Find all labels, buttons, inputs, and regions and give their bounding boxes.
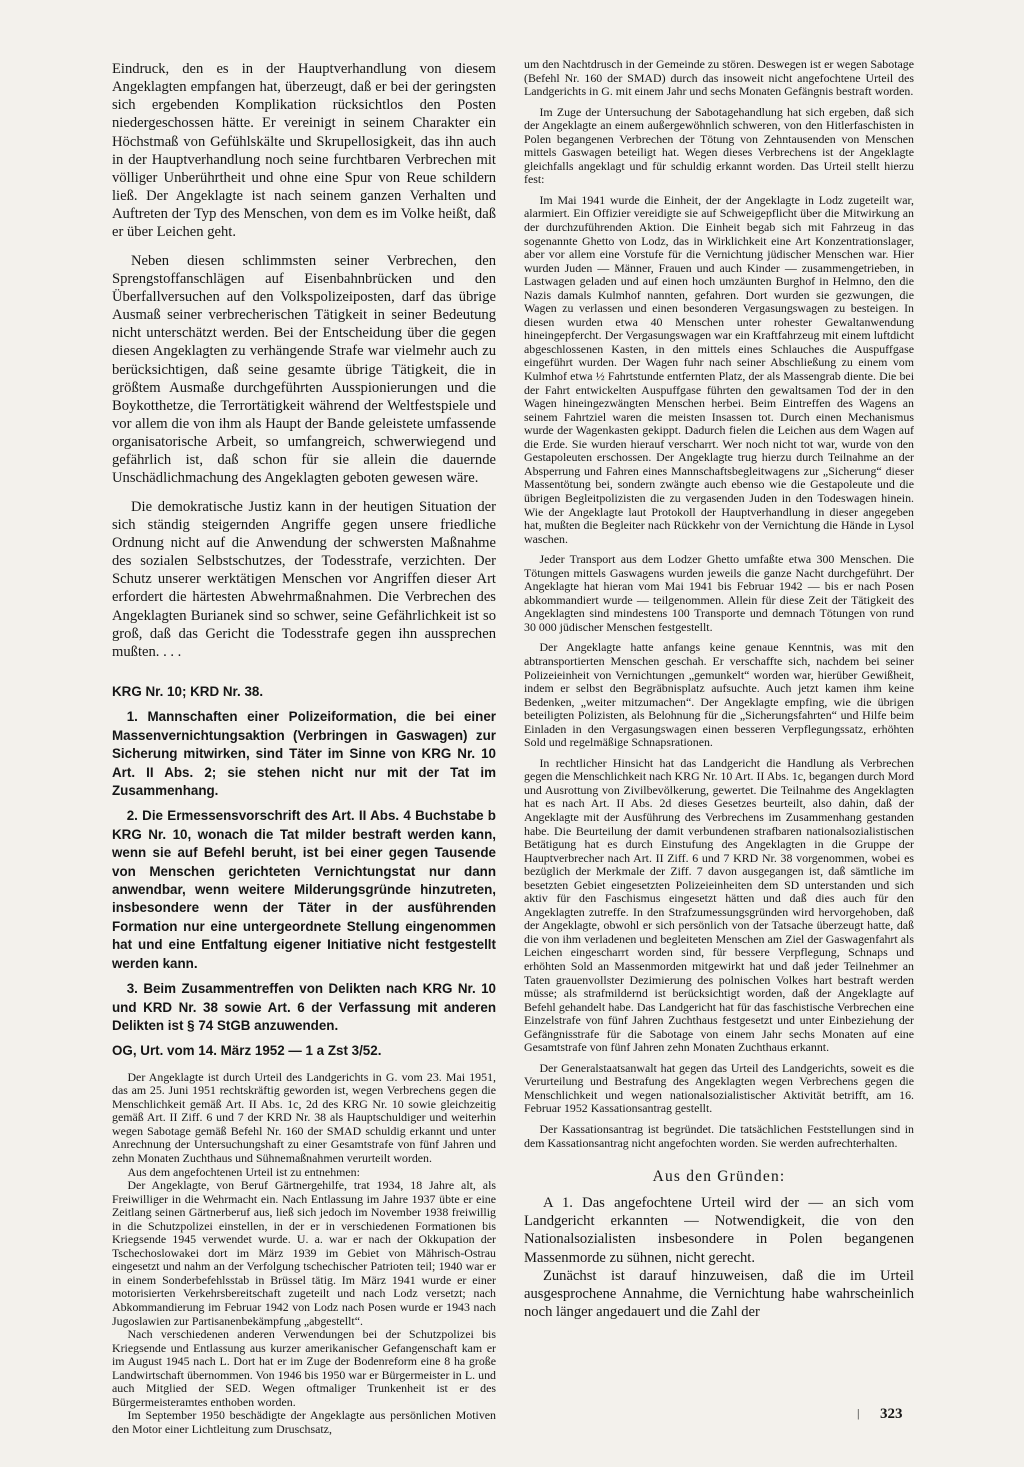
right-column xyxy=(524,58,914,1321)
paragraph: Der Kassationsantrag ist begründet. Die tatsächlichen Feststellungen sind in dem Kassationsantrag nicht angefochten worden. Sie werden aufrechterhalten. xyxy=(524,1122,914,1150)
headnote-2: 2. Die Ermessensvorschrift des Art. II Abs. 4 Buchstabe b KRG Nr. 10, wonach die Tat milder bestraft werden kann, wenn sie auf Befehl beruht, ist bei einer gegen Tausende von Menschen gerichteten Vernichtungstat nur dann anwendbar, wenn weitere Milderungsgründe hinzutreten, insbesondere wenn der Täter in der ausführenden Formation nur eine untergeordnete Stellung eingenommen hat und eine Entfaltung eigener Initiative nicht festgestellt werden kann. xyxy=(112,808,496,971)
paragraph: um den Nachtdrusch in der Gemeinde zu stören. Deswegen ist er wegen Sabotage (Befehl Nr. 160 der SMAD) durch das insoweit nicht angefochtene Urteil des Landgerichts in G. mit einem Jahr und sechs Monaten Gefängnis bestraft worden. xyxy=(524,57,914,99)
paragraph: A 1. Das angefochtene Urteil wird der — an sich vom Landgericht erkannten — Notwendigkeit, die von den Nationalsozialisten insbesondere in Polen begangenen Massenmorde zu sühnen, nicht gerecht. xyxy=(524,1195,914,1266)
section-title: Aus den Gründen: xyxy=(652,1168,786,1186)
paragraph: Zunächst ist darauf hinzuweisen, daß die im Urteil ausgesprochene Annahme, die Vernichtung habe wahrscheinlich noch länger angedauert und die Zahl der xyxy=(524,1267,914,1321)
paragraph: Im September 1950 beschädigte der Angeklagte aus persönlichen Motiven den Motor einer Lichtleitung zum Druschsatz, xyxy=(112,1408,496,1436)
paragraph: Der Generalstaatsanwalt hat gegen das Urteil des Landgerichts, soweit es die Verurteilung und Bestrafung des Angeklagten wegen Verbrechens gegen die Menschlichkeit und wegen nationalsozialistischer Aktivität betrifft, am 16. Februar 1952 Kassationsantrag gestellt. xyxy=(524,1060,914,1116)
paragraph: Nach verschiedenen anderen Verwendungen bei der Schutzpolizei bis Kriegsende und Entlassung aus kurzer amerikanischer Gefangenschaft kam er im August 1945 nach L. Dort hat er im Zuge der Bodenreform eine 8 ha große Landwirtschaft übernommen. Von 1946 bis 1950 war er Bürgermeister in L. und auch Mitglied der SED. Wegen oftmaliger Trunkenheit ist er des Bürgermeisteramtes enthoben worden. xyxy=(112,1327,496,1409)
page-number: 323 xyxy=(880,1406,903,1422)
paragraph: Der Angeklagte, von Beruf Gärtnergehilfe, trat 1934, 18 Jahre alt, als Freiwilliger in die Wehrmacht ein. Nach Entlassung im Jahre 1937 übte er eine Zeitlang seinen Gärtnerberuf aus, ließ sich jedoch im November 1938 freiwillig in die Schutzpolizei einstellen, in der er in verschiedenen Formationen bis Kriegsende 1945 verwendet wurde. U. a. war er nach der Okkupation der Tschechoslowakei dort im März 1939 im Gebiet von Mährisch-Ostrau eingesetzt und nahm an der Verfolgung tschechischer Patrioten teil; 1940 war er in einem Sonderbefehlsstab in Brüssel tätig. Im März 1941 wurde er einer motorisierten Verkehrsbereitschaft zugeteilt und nach Lodz versetzt; nach Abkommandierung im Februar 1942 von Lodz nach Posen wurde er 1943 nach Jugoslawien zur Partisanenbekämpfung „abgestellt“. xyxy=(112,1178,496,1328)
paragraph: Die demokratische Justiz kann in der heutigen Situation der sich ständig steigernden Angriffe gegen unsere friedliche Ordnung nicht auf die Anwendung der schwersten Maßnahme des sozialen Selbstschutzes, der Todesstrafe, verzichten. Der Schutz unserer werktätigen Menschen vor Angriffen dieser Art erfordert die härtesten Abwehrmaßnahmen. Die Verbrechen des Angeklagten Burianek sind so schwer, seine Gefährlichkeit ist so groß, daß das Gericht die Todesstrafe gegen ihn aussprechen mußten. . . . xyxy=(112,498,496,660)
headnote-3: 3. Beim Zusammentreffen von Delikten nach KRG Nr. 10 und KRD Nr. 38 sowie Art. 6 der Verfassung mit anderen Delikten ist § 74 StGB anzuwenden. xyxy=(112,981,496,1033)
paragraph: Aus dem angefochtenen Urteil ist zu entnehmen: xyxy=(127,1164,360,1179)
quoted-finding: Im Mai 1941 wurde die Einheit, der der Angeklagte in Lodz zugeteilt war, alarmiert. Ein Offizier vereidigte sie auf Schweigepflicht über die Mitwirkung an der durchzuführenden Aktion. Die Einheit begab sich mit Fahrzeug in das sogenannte Ghetto von Lodz, das in Wirklichkeit eine Art Konzentrationslager, aber vor allem eine Vorstufe für die Vernichtung jüdischer Menschen war. Hier wurden Juden — Männer, Frauen und auch Kinder — zusammengetrieben, in Lastwagen geladen und auf einen hoch umzäunten Burghof in Helmno, den die Nazis damals Kulmhof nannten, gefahren. Dort wurden sie gezwungen, die Wagen zu verlassen und einen besonderen Vergasungswagen zu besteigen. In diesen wurden etwa 40 Menschen unter rohester Gewaltanwendung hineingepfercht. Der Vergasungswagen war ein Kraftfahrzeug mit einem luftdicht abgeschlossenen Kasten, in den mittels eines Schlauches die Auspuffgase eingeführt wurden. Der Wagen fuhr nach seiner Abschließung zu einem vom Kulmhof etwa ½ Fahrtstunde entfernten Platz, der als Massengrab diente. Die bei der Fahrt entwickelten Auspuffgase führten den gewaltsamen Tod der in den Wagen hineingezwängten Menschen herbei. Beim Eintreffen des Wagens an seinem Fahrtziel waren die meisten Insassen tot. Durch einen Mechanismus wurde der Wagenkasten gekippt. Dadurch fielen die Leichen aus dem Wagen auf die Erde. Sie wurden hierauf verscharrt. Wer noch nicht tot war, wurde von den Gestapoleuten erschossen. Der Angeklagte trug hierzu durch Teilnahme an der Absperrung und Fahren eines Mannschaftsbegleitwagens zur „Sicherung“ dieser Massentötung bei, sondern zwängte auch ebenso wie die Gestapoleute und die übrigen Begleitpolizisten die zu vergasenden Juden in den Todeswagen hinein. Wie der Angeklagte laut Protokoll der Hauptverhandlung in dieser angegeben hat, mußten die Begleiter nach Rückkehr von der Vernichtung die Hände in Lysol waschen. xyxy=(524,192,914,546)
paragraph: Eindruck, den es in der Hauptverhandlung von diesem Angeklagten empfangen hat, überzeugt, daß er bei der geringsten sich ergebenden Komplikation rücksichtlos den Posten niedergeschossen hätte. Er vereinigt in seinem Charakter ein Höchstmaß von Gefühlskälte und Skrupellosigkeit, das ihn auch in der Hauptverhandlung noch seine furchtbaren Verbrechen mit völliger Unberührtheit und ohne eine Spur von Reue schildern ließ. Der Angeklagte ist nach seinem ganzen Verhalten und Auftreten der Typ des Menschen, von dem es im Volke heißt, daß er über Leichen geht. xyxy=(112,61,496,241)
quoted-finding: Der Angeklagte hatte anfangs keine genaue Kenntnis, was mit den abtransportierten Menschen geschah. Er verschaffte sich, nachdem bei seiner Polizeieinheit von Vernichtungen „gemunkelt“ worden war, hierüber Gewißheit, indem er selbst den Begräbnisplatz aufsuchte. Auch jetzt kamen ihm keine Bedenken, „weiter mitzumachen“. Der Angeklagte empfing, wie die übrigen beteiligten Polizisten, als Belohnung für die „Sicherungsfahrten“ und Hilfe beim Einladen in den Vergasungswagen einen besseren Verpflegungssatz, erhöhten Sold und regelmäßige Schnapsrationen. xyxy=(524,640,914,750)
margin-mark: | xyxy=(857,1406,860,1420)
headnote-1: 1. Mannschaften einer Polizeiformation, die bei einer Massenvernichtungsaktion (Verbringen in Gaswagen) zur Sicherung mitwirken, sind Täter im Sinne von KRG Nr. 10 Art. II Abs. 2; sie stehen nicht nur mit der Tat im Zusammenhang. xyxy=(112,709,496,799)
paragraph: Im Zuge der Untersuchung der Sabotagehandlung hat sich ergeben, daß sich der Angeklagte an einem außergewöhnlich schweren, von den Hitlerfaschisten in Polen begangenen Verbrechen der Tötung von Zehntausenden von Menschen mittels Gaswagen beteiligt hat. Wegen dieses Verbrechens ist der Angeklagte gleichfalls angeklagt und für schuldig erkannt worden. Das Urteil stellt hierzu fest: xyxy=(524,104,914,187)
citation: OG, Urt. vom 14. März 1952 — 1 a Zst 3/52. xyxy=(112,1043,382,1059)
paragraph: Neben diesen schlimmsten seiner Verbrechen, den Sprengstoffanschlägen auf Eisenbahnbrücken und den Überfallversuchen auf den Volkspolizeiposten, darf das übrige Ausmaß seiner verbrecherischen Tätigkeit in seiner Bedeutung nicht unterschätzt werden. Bei der Entscheidung über die gegen diesen Angeklagten zu verhängende Strafe war vielmehr auch zu berücksichtigen, daß seine gesamte übrige Tätigkeit, die in größtem Ausmaße durchgeführten Ausspionierungen und die Boykotthetze, die Terrortätigkeit während der Weltfestspiele und vor allem die von ihm als Haupt der Bande geleistete umfassende organisatorische Arbeit, so umfangreich, schwerwiegend und gefährlich ist, daß schon für sie allein die dauernde Unschädlichmachung des Angeklagten geboten gewesen wäre. xyxy=(112,252,496,487)
left-column xyxy=(112,60,496,1436)
section-heading: KRG Nr. 10; KRD Nr. 38. xyxy=(112,684,264,699)
paragraph: In rechtlicher Hinsicht hat das Landgericht die Handlung als Verbrechen gegen die Menschlichkeit nach KRG Nr. 10 Art. II Abs. 1c, begangen durch Mord und Ausrottung von Zivilbevölkerung, gewertet. Die Teilnahme des Angeklagten hat es nach Art. II Abs. 2d dieses Gesetzes beurteilt, also dahin, daß der Angeklagte mit der Ausführung des Verbrechens im Zusammenhang gestanden habe. Die Beurteilung der damit verbundenen strafbaren nationalsozialistischen Betätigung hat es durch Einstufung des Angeklagten in die Gruppe der Hauptverbrecher nach Art. II Ziff. 6 und 7 KRD Nr. 38 vorgenommen, wobei es bezüglich der Merkmale der Ziff. 7 davon ausgegangen ist, daß sämtliche im besetzten Gebiet eingesetzten Polizeieinheiten dem SD unterstanden und sich aktiv für den Faschismus eingesetzt hätten und daß dies auch für den Angeklagten zutreffe. In den Strafzumessungsgründen wird hervorgehoben, daß der Angeklagte, obwohl er sich persönlich von der Tatsache überzeugt hatte, daß die von ihm verladenen und begleiteten Menschen am Ziel der Gaswagenfahrt als Leichen eingescharrt worden sind, für bessere Verpflegung, Schnaps und erhöhten Sold an Massenmorden mitgewirkt hat und daß jeder Teilnehmer an Taten grauenvollster Dezimierung des polnischen Volkes hart bestraft werden müsse; als strafmildernd ist berücksichtigt worden, daß der Angeklagte auf Befehl gehandelt habe. Das Landgericht hat für das faschistische Verbrechen eine Einzelstrafe von fünf Jahren Zuchthaus festgesetzt und unter Einbeziehung der Gefängnisstrafe für die Sabotage von einem Jahr sechs Monaten auf eine Gesamtstrafe von fünf Jahren zehn Monaten Zuchthaus erkannt. xyxy=(524,755,914,1055)
paragraph: Der Angeklagte ist durch Urteil des Landgerichts in G. vom 23. Mai 1951, das am 25. Juni 1951 rechtskräftig geworden ist, wegen Verbrechens gegen die Menschlichkeit gemäß Art. II Abs. 1c, 2d des KRG Nr. 10 sowie gleichzeitig gemäß Art. II Ziff. 6 und 7 der KRD Nr. 38 als Hauptschuldiger und weiterhin wegen Sabotage gemäß Befehl Nr. 160 der SMAD schuldig erkannt und unter Anrechnung der Untersuchungshaft zu einer Gesamtstrafe von fünf Jahren und zehn Monaten Zuchthaus und Sühnemaßnahmen verurteilt worden. xyxy=(112,1069,496,1165)
quoted-finding: Jeder Transport aus dem Lodzer Ghetto umfaßte etwa 300 Menschen. Die Tötungen mittels Gaswagens wurden jeweils die ganze Nacht durchgeführt. Der Angeklagte hat hieran vom Mai 1941 bis Februar 1942 — bis er nach Posen abkommandiert wurde — teilgenommen. Allein für diese Zeit der Tätigkeit des Angeklagten sind mindestens 100 Transporte und demnach Tötungen von rund 30 000 jüdischer Menschen festgestellt. xyxy=(524,552,914,634)
